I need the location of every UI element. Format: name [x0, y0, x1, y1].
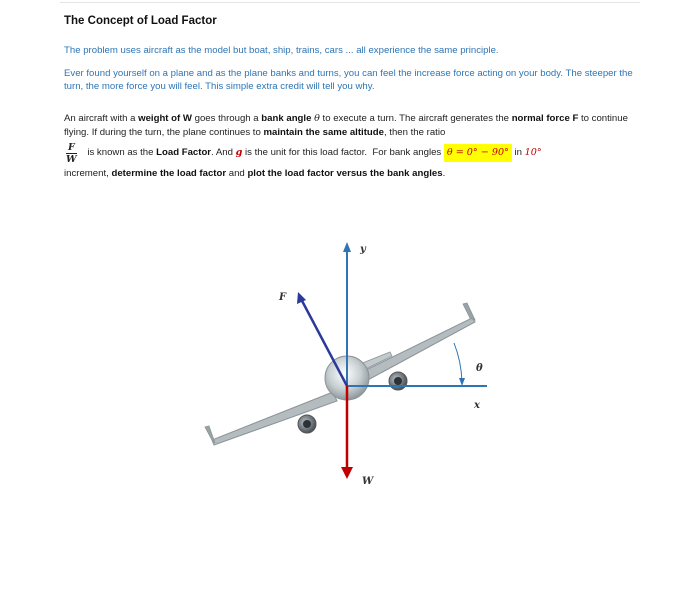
intro-paragraph-2: Ever found yourself on a plane and as the plane banks and turns, you can feel the increase force acting on your body. The steeper the turn, the more force you will feel. This simple extra credit will tell you why.	[64, 68, 633, 92]
text: and	[226, 168, 248, 179]
left-winglet	[205, 426, 215, 443]
text: , then the ratio	[383, 126, 446, 138]
angle-range: θ = 0° − 90°	[446, 147, 509, 159]
left-engine-intake	[303, 420, 311, 428]
text: to execute a turn. The aircraft generates the	[319, 113, 512, 124]
fraction-numerator: F	[67, 141, 75, 153]
bank-angle-term: bank angle	[261, 113, 312, 124]
weight-label: W	[362, 476, 374, 487]
determine-term: determine the load factor	[111, 168, 227, 179]
document-title: The Concept of Load Factor	[64, 15, 217, 27]
right-winglet	[463, 303, 475, 320]
right-engine-intake	[394, 377, 402, 385]
text: increment,	[64, 168, 112, 179]
weight-arrowhead	[341, 467, 353, 479]
bank-angle-arrowhead	[459, 378, 465, 386]
left-wing	[212, 392, 337, 445]
load-factor-term: Load Factor	[156, 147, 212, 159]
text: An aircraft with a	[64, 113, 139, 124]
g-symbol: g	[235, 147, 243, 159]
text: goes through a	[191, 113, 262, 124]
text: . And	[211, 147, 236, 159]
plot-term: plot the load factor versus the bank angles	[247, 168, 443, 179]
fraction-denominator: W	[66, 153, 77, 165]
theta-label: θ	[476, 363, 483, 374]
y-axis-label: y	[360, 244, 366, 255]
x-axis-label: x	[474, 400, 480, 411]
force-label: F	[279, 292, 287, 303]
text: .	[442, 168, 446, 179]
normal-force-term: normal force F	[511, 113, 579, 124]
increment-value: 10°	[524, 147, 542, 159]
altitude-term: maintain the same altitude	[263, 126, 384, 138]
theta-symbol: θ	[314, 113, 320, 124]
text: is known as the	[84, 147, 157, 159]
normal-force-vector	[300, 297, 347, 386]
y-axis-arrowhead	[343, 242, 351, 252]
intro-paragraph-1: The problem uses aircraft as the model but boat, ship, trains, cars ... all experience the same principle.	[64, 45, 499, 56]
weight-term: weight of W	[138, 113, 192, 124]
right-wing	[362, 318, 475, 381]
text: is the unit for this load factor. For bank angles	[242, 147, 444, 159]
text: to continue flying. If during the turn, the plane continues to	[64, 113, 628, 138]
text: in	[511, 147, 525, 159]
